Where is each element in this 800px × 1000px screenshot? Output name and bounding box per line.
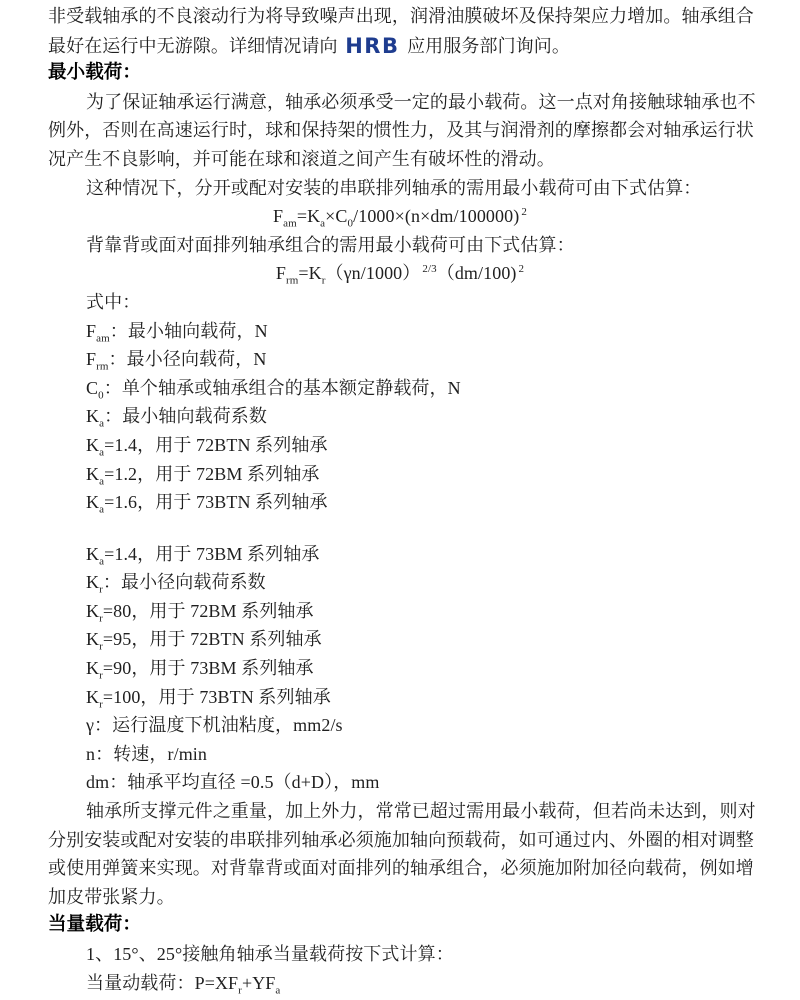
text-line: $K_r=95$，用于 72BTN 系列轴承 bbox=[86, 629, 322, 654]
text-line: 轴承所支撑元件之重量，加上外力，常常已超过需用最小载荷，但若尚未达到，则对 bbox=[86, 801, 756, 822]
text-line: $K_a=1.4$，用于 73BM 系列轴承 bbox=[86, 543, 320, 568]
text-line: 为了保证轴承运行满意，轴承必须承受一定的最小载荷。这一点对角接触球轴承也不 bbox=[86, 91, 756, 112]
text-line: n：转速，r/min bbox=[86, 743, 207, 764]
spacer-line bbox=[48, 517, 762, 540]
text-line: $K_r=80$，用于 72BM 系列轴承 bbox=[86, 600, 314, 625]
text-line: dm：轴承平均直径 =0.5（d+D），mm bbox=[86, 772, 380, 793]
text-before-logo: 最好在运行中无游隙。详细情况请向 bbox=[48, 35, 343, 56]
text-line: $K_r$：最小径向载荷系数 bbox=[86, 572, 266, 596]
text-line: 分别安装或配对安装的串联排列轴承必须施加轴向预载荷，如可通过内、外圈的相对调整 bbox=[48, 829, 754, 850]
text-line: $K_r=100$，用于 73BTN 系列轴承 bbox=[86, 686, 331, 711]
text-line: $F_{am}$：最小轴向载荷，N bbox=[86, 320, 268, 345]
text-line: $K_a=1.2$，用于 72BM 系列轴承 bbox=[86, 463, 320, 488]
text-after-logo: 应用服务部门询问。 bbox=[402, 35, 570, 56]
text-line: 例外，否则在高速运行时，球和保持架的惯性力，及其与润滑剂的摩擦都会对轴承运行状 bbox=[48, 120, 754, 141]
text-line: $C_0$：单个轴承或轴承组合的基本额定静载荷，N bbox=[86, 377, 461, 402]
text-line: γ：运行温度下机油粘度，mm2/s bbox=[86, 715, 343, 736]
formula-line: $F_{rm}=K_r(\gamma n/1000)$ $^{2/3}$（dm/100) $^2$ bbox=[275, 263, 525, 287]
text-line: $F_{rm}$：最小径向载荷，N bbox=[86, 349, 267, 373]
text-line: 当量动载荷：$P=XF_r+YF_a$ bbox=[86, 972, 281, 997]
section-heading: 最小载荷： bbox=[48, 63, 142, 84]
text-line: 或使用弹簧来实现。对背靠背或面对面排列的轴承组合，必须施加附加径向载荷，例如增 bbox=[48, 858, 754, 879]
formula-line: $F_{am}=K_a\times C_0/1000\times(n\times dm/100000)$ $^2$ bbox=[273, 206, 527, 230]
section-heading: 当量载荷： bbox=[48, 915, 142, 936]
text-line: 1、15°、25°接触角轴承当量载荷按下式计算： bbox=[86, 944, 454, 964]
text-line: $K_a$：最小轴向载荷系数 bbox=[86, 406, 267, 430]
text-line: 非受载轴承的不良滚动行为将导致噪声出现，润滑油膜破坏及保持架应力增加。轴承组合 bbox=[48, 6, 754, 26]
hrb-logo: HRB bbox=[345, 33, 400, 58]
text-line: 况产生不良影响，并可能在球和滚道之间产生有破坏性的滑动。 bbox=[48, 148, 555, 169]
text-line: $K_a=1.4$，用于 72BTN 系列轴承 bbox=[86, 434, 328, 459]
text-line: $K_a=1.6$，用于 73BTN 系列轴承 bbox=[86, 492, 328, 516]
text-line: $K_r=90$，用于 73BM 系列轴承 bbox=[86, 658, 314, 682]
text-line: 这种情况下，分开或配对安装的串联排列轴承的需用最小载荷可由下式估算： bbox=[86, 177, 702, 198]
text-line-with-logo bbox=[48, 31, 762, 60]
text-line: 加皮带张紧力。 bbox=[48, 886, 175, 907]
text-line: 式中： bbox=[86, 291, 141, 312]
text-line: 背靠背或面对面排列轴承组合的需用最小载荷可由下式估算： bbox=[86, 234, 575, 255]
